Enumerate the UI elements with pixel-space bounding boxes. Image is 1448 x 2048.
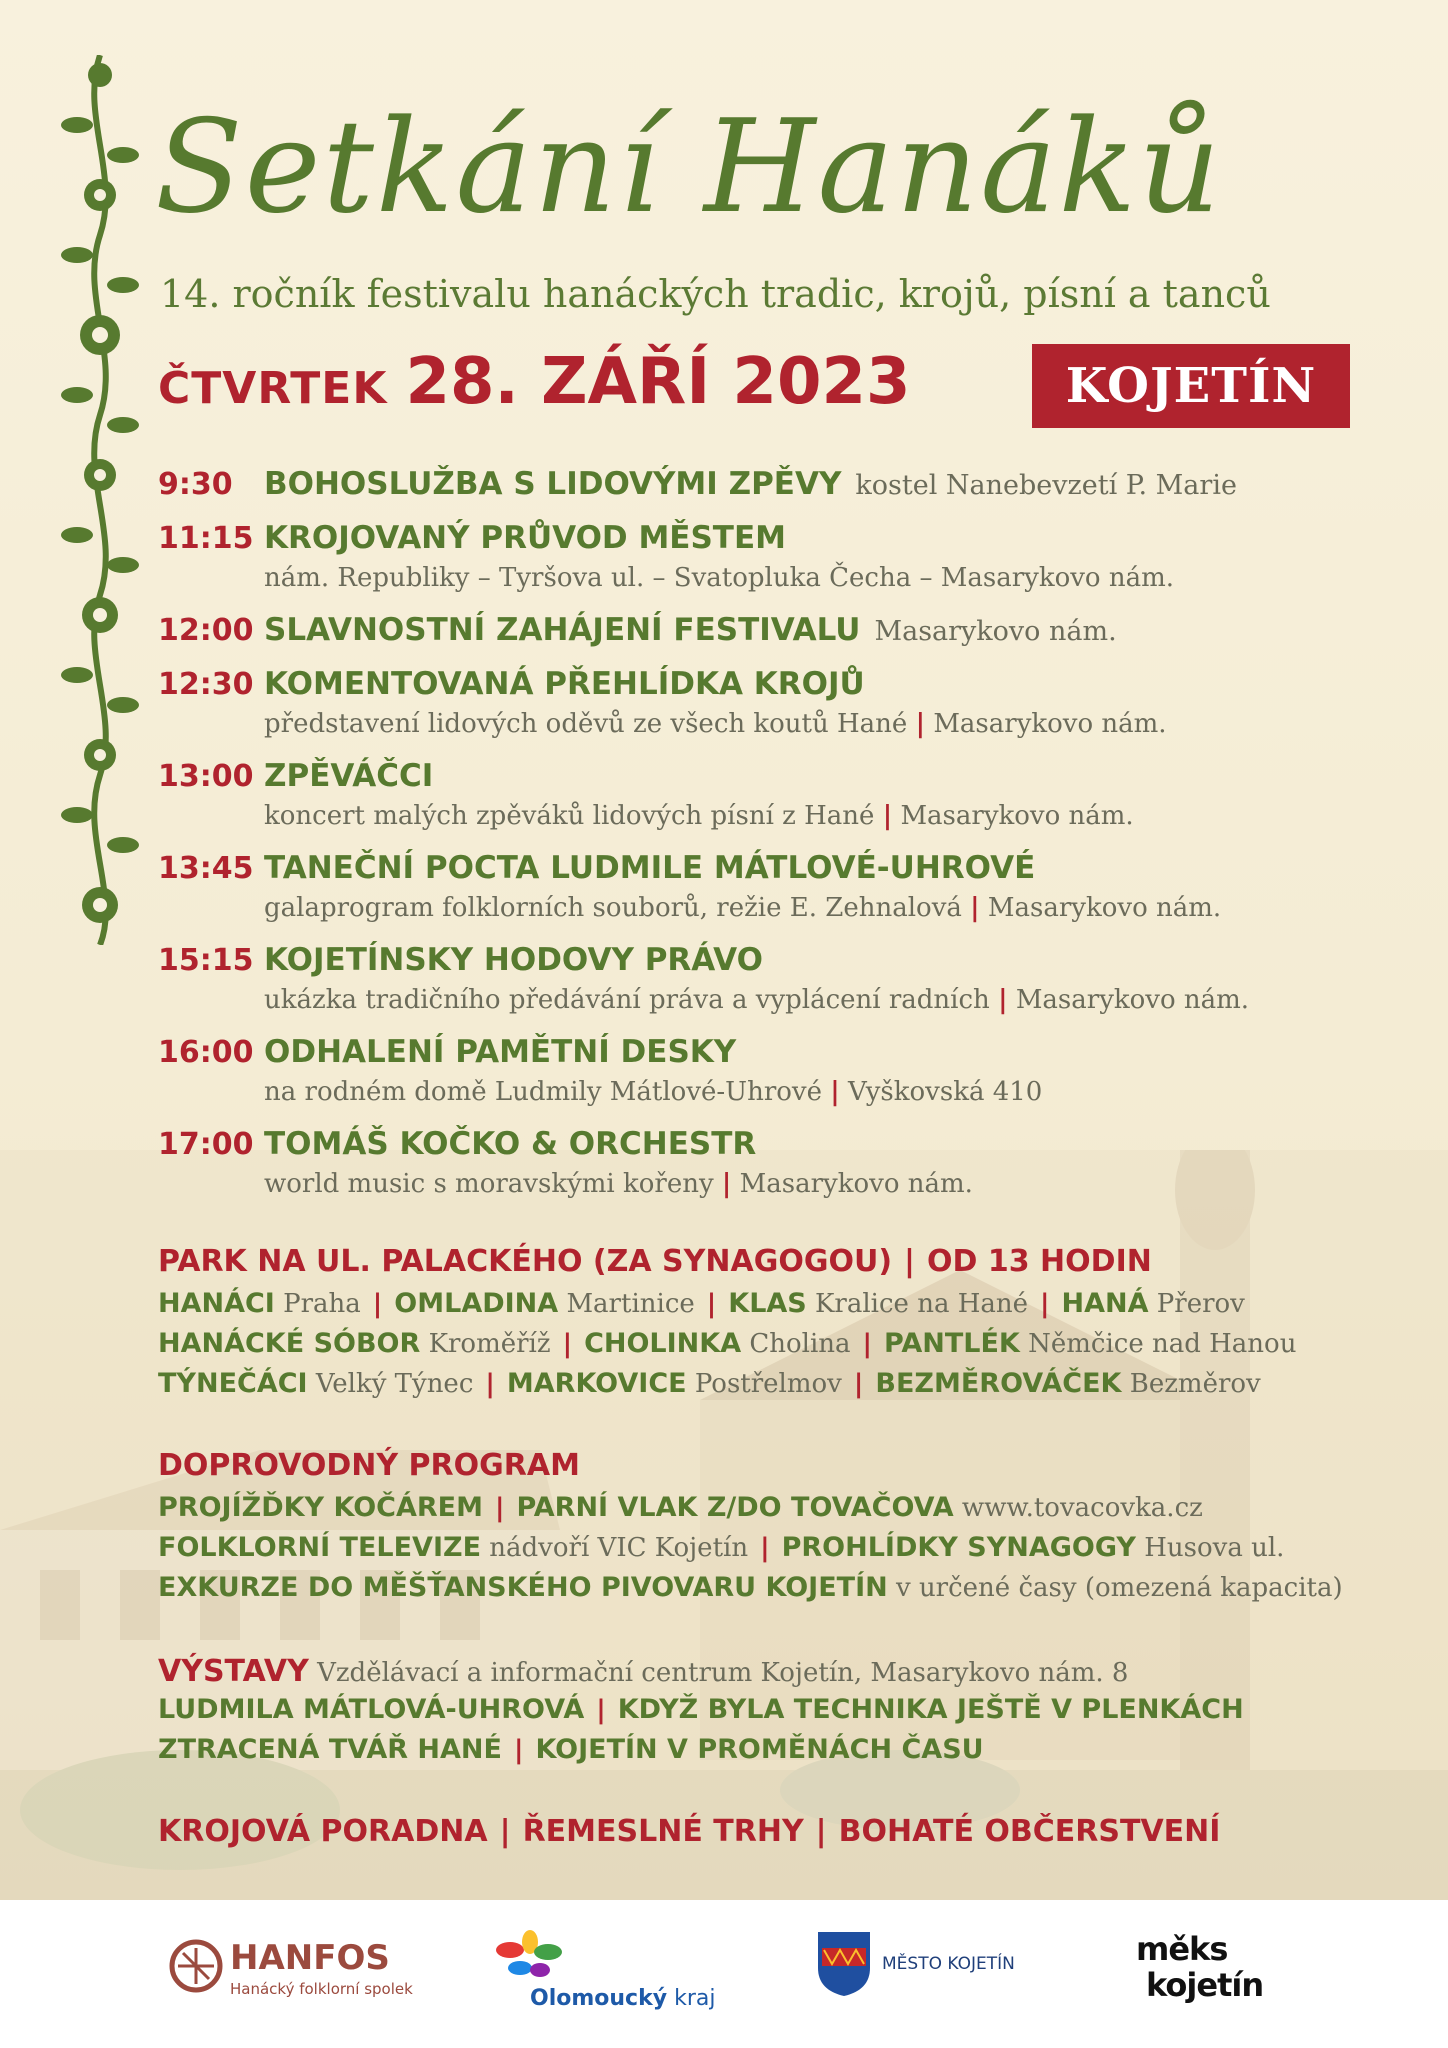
separator: | — [494, 1493, 505, 1523]
separator: | — [721, 1169, 732, 1199]
program-item — [158, 1122, 1378, 1204]
event-date: 28. ZÁŘÍ 2023 — [405, 345, 911, 419]
program-item — [158, 846, 1378, 928]
olomoucky-word: Olomoucký — [530, 1986, 668, 2011]
exhibition-row — [158, 1690, 1388, 1730]
program-schedule — [158, 462, 1378, 1214]
program-item — [158, 662, 1378, 744]
detail-place: Masarykovo nám. — [900, 801, 1134, 831]
hanfos-name: HANFOS — [230, 1938, 390, 1978]
date-line — [158, 345, 911, 419]
program-time: 11:15 — [158, 521, 254, 556]
closing-item: KROJOVÁ PORADNA — [158, 1814, 488, 1849]
activity-name: EXKURZE DO MĚŠŤANSKÉHO PIVOVARU KOJETÍN — [158, 1572, 888, 1603]
activity-place: v určené časy (omezená kapacita) — [895, 1573, 1343, 1603]
program-detail: nám. Republiky – Tyršova ul. – Svatopluka Čecha – Masarykovo nám. — [264, 563, 1174, 593]
ensemble-name: CHOLINKA — [584, 1328, 742, 1359]
exhibitions-heading-row — [158, 1650, 1388, 1690]
hanfos-logo — [168, 1930, 413, 2020]
program-title: KROJOVANÝ PRŮVOD MĚSTEM — [264, 520, 786, 556]
separator: | — [372, 1289, 383, 1319]
separator: | — [998, 985, 1008, 1015]
olomoucky-kraj-logo — [480, 1930, 720, 2020]
detail-text: galaprogram folklorních souborů, režie E. Zehnalová — [264, 893, 962, 923]
program-time: 12:00 — [158, 613, 254, 648]
ensemble-place: Praha — [283, 1289, 361, 1319]
separator: | — [862, 1329, 873, 1359]
ensemble-name: HANÁCKÉ SÓBOR — [158, 1328, 421, 1359]
program-title: TOMÁŠ KOČKO & ORCHESTR — [264, 1126, 757, 1162]
activity-name: PROHLÍDKY SYNAGOGY — [781, 1532, 1136, 1563]
separator: | — [830, 1077, 840, 1107]
exhibition-row — [158, 1730, 1388, 1770]
program-detail — [158, 706, 1378, 744]
folk-vine-ornament — [55, 55, 145, 945]
program-detail — [158, 982, 1378, 1020]
separator: | — [706, 1289, 717, 1319]
separator: | — [596, 1695, 606, 1725]
program-title: BOHOSLUŽBA S LIDOVÝMI ZPĚVY — [264, 466, 842, 502]
park-location: PARK NA UL. PALACKÉHO (ZA SYNAGOGOU) — [158, 1244, 893, 1279]
ensemble-name: HANÁ — [1061, 1288, 1149, 1319]
ensemble-place: Kroměříž — [428, 1329, 551, 1359]
separator: | — [562, 1329, 573, 1359]
detail-text: koncert malých zpěváků lidových písní z Hané — [264, 801, 875, 831]
accompanying-heading: DOPROVODNÝ PROGRAM — [158, 1448, 580, 1483]
program-detail — [158, 798, 1378, 836]
program-item — [158, 754, 1378, 836]
closing-item: ŘEMESLNÉ TRHY — [522, 1814, 804, 1849]
ensemble-place: Němčice nad Hanou — [1028, 1329, 1297, 1359]
park-section — [158, 1240, 1388, 1404]
ensemble-name: TÝNEČÁCI — [158, 1368, 308, 1399]
separator: | — [915, 709, 926, 739]
olomoucky-kraj-emblem-icon — [480, 1930, 580, 1986]
program-item — [158, 1030, 1378, 1112]
park-time: OD 13 HODIN — [927, 1244, 1152, 1279]
program-title: ZPĚVÁČCI — [264, 758, 434, 794]
exhibitions-place: Vzdělávací a informační centrum Kojetín, Masarykovo nám. 8 — [317, 1658, 1129, 1688]
activity-place: nádvoří VIC Kojetín — [489, 1533, 749, 1563]
accompanying-section — [158, 1444, 1388, 1608]
meks-kojetin-logo — [1136, 1930, 1336, 2020]
exhibitions-heading: VÝSTAVY — [158, 1654, 309, 1689]
sponsor-footer — [0, 1900, 1448, 2048]
detail-place: Vyškovská 410 — [848, 1077, 1043, 1107]
program-title: SLAVNOSTNÍ ZAHÁJENÍ FESTIVALU — [264, 612, 861, 648]
kraj-word: kraj — [674, 1986, 716, 2011]
program-title: ODHALENÍ PAMĚTNÍ DESKY — [264, 1034, 737, 1070]
closing-item: BOHATÉ OBČERSTVENÍ — [838, 1814, 1221, 1849]
weekday: ČTVRTEK — [158, 363, 388, 414]
separator: | — [853, 1369, 864, 1399]
program-item — [158, 462, 1378, 506]
activity-name: PROJÍŽĎKY KOČÁREM — [158, 1492, 483, 1523]
festival-subtitle: 14. ročník festivalu hanáckých tradic, krojů, písní a tanců — [160, 272, 1271, 316]
kojetin-coat-of-arms-icon — [816, 1930, 872, 1998]
ensemble-name: KLAS — [728, 1288, 807, 1319]
program-time: 13:00 — [158, 759, 254, 794]
ensemble-row — [158, 1284, 1388, 1324]
program-time: 13:45 — [158, 851, 254, 886]
detail-place: Masarykovo nám. — [987, 893, 1222, 923]
detail-place: Masarykovo nám. — [1015, 985, 1250, 1015]
exhibitions-section — [158, 1650, 1388, 1770]
detail-text: na rodném domě Ludmily Mátlové-Uhrové — [264, 1077, 822, 1107]
activity-row — [158, 1488, 1388, 1528]
detail-text: world music s moravskými kořeny — [264, 1169, 714, 1199]
program-time: 9:30 — [158, 467, 233, 502]
separator: | — [970, 893, 980, 923]
ensemble-place: Bezměrov — [1129, 1369, 1261, 1399]
program-title: TANEČNÍ POCTA LUDMILE MÁTLOVÉ-UHROVÉ — [264, 850, 1036, 886]
ensemble-place: Kralice na Hané — [815, 1289, 1029, 1319]
exhibition-name: KDYŽ BYLA TECHNIKA JEŠTĚ V PLENKÁCH — [617, 1694, 1244, 1725]
detail-text: ukázka tradičního předávání práva a vyplácení radních — [264, 985, 990, 1015]
closing-items — [158, 1810, 1388, 1854]
separator: | — [499, 1814, 511, 1849]
detail-place: Masarykovo nám. — [739, 1169, 973, 1199]
exhibition-name: KOJETÍN V PROMĚNÁCH ČASU — [535, 1734, 984, 1765]
activity-place: www.tovacovka.cz — [961, 1493, 1203, 1523]
detail-place: Masarykovo nám. — [933, 709, 1167, 739]
hanfos-subtitle: Hanácký folklorní spolek — [230, 1980, 413, 1998]
separator: | — [513, 1735, 524, 1765]
ensemble-row — [158, 1324, 1388, 1364]
program-time: 15:15 — [158, 943, 254, 978]
olomoucky-kraj-name — [530, 1986, 715, 2011]
program-time: 17:00 — [158, 1127, 254, 1162]
program-place: Masarykovo nám. — [874, 616, 1117, 647]
program-time: 16:00 — [158, 1035, 254, 1070]
meks-word: měks — [1136, 1930, 1228, 1968]
mesto-kojetin-name: MĚSTO KOJETÍN — [882, 1954, 1015, 1974]
closing-line — [158, 1810, 1388, 1854]
hanfos-emblem-icon — [168, 1938, 224, 1994]
ensemble-place: Martinice — [566, 1289, 695, 1319]
town-badge: KOJETÍN — [1032, 344, 1350, 428]
program-item — [158, 516, 1378, 598]
program-title: KOMENTOVANÁ PŘEHLÍDKA KROJŮ — [264, 666, 865, 702]
ensemble-place: Postřelmov — [694, 1369, 842, 1399]
separator: | — [1040, 1289, 1050, 1319]
activity-name: FOLKLORNÍ TELEVIZE — [158, 1532, 482, 1563]
ensemble-name: OMLADINA — [394, 1288, 559, 1319]
program-item — [158, 938, 1378, 1020]
program-item — [158, 608, 1378, 652]
program-time: 12:30 — [158, 667, 254, 702]
separator: | — [815, 1814, 827, 1849]
kojetin-word: kojetín — [1146, 1966, 1264, 2004]
mesto-kojetin-logo — [816, 1930, 1056, 2020]
separator: | — [485, 1369, 495, 1399]
program-detail — [158, 890, 1378, 928]
separator: | — [760, 1533, 770, 1563]
ensemble-place: Velký Týnec — [315, 1369, 474, 1399]
program-title: KOJETÍNSKY HODOVY PRÁVO — [264, 942, 763, 978]
activity-place: Husova ul. — [1144, 1533, 1285, 1563]
park-heading — [158, 1240, 1388, 1284]
detail-text: představení lidových oděvů ze všech koutů Hané — [264, 709, 908, 739]
separator: | — [904, 1244, 916, 1279]
exhibition-name: ZTRACENÁ TVÁŘ HANÉ — [158, 1734, 502, 1765]
program-detail — [158, 1166, 1378, 1204]
exhibition-name: LUDMILA MÁTLOVÁ-UHROVÁ — [158, 1694, 585, 1725]
festival-title: Setkání Hanáků — [155, 93, 1223, 242]
ensemble-name: MARKOVICE — [506, 1368, 687, 1399]
program-place: kostel Nanebevzetí P. Marie — [855, 470, 1237, 501]
ensemble-place: Cholina — [749, 1329, 851, 1359]
ensemble-name: PANTLÉK — [884, 1328, 1020, 1359]
ensemble-row — [158, 1364, 1388, 1404]
activity-row — [158, 1528, 1388, 1568]
activity-name: PARNÍ VLAK Z/DO TOVAČOVA — [516, 1492, 954, 1523]
ensemble-name: HANÁCI — [158, 1288, 275, 1319]
activity-row — [158, 1568, 1388, 1608]
separator: | — [882, 801, 893, 831]
ensemble-name: BEZMĚROVÁČEK — [875, 1368, 1122, 1399]
program-detail — [158, 1074, 1378, 1112]
ensemble-place: Přerov — [1156, 1289, 1245, 1319]
